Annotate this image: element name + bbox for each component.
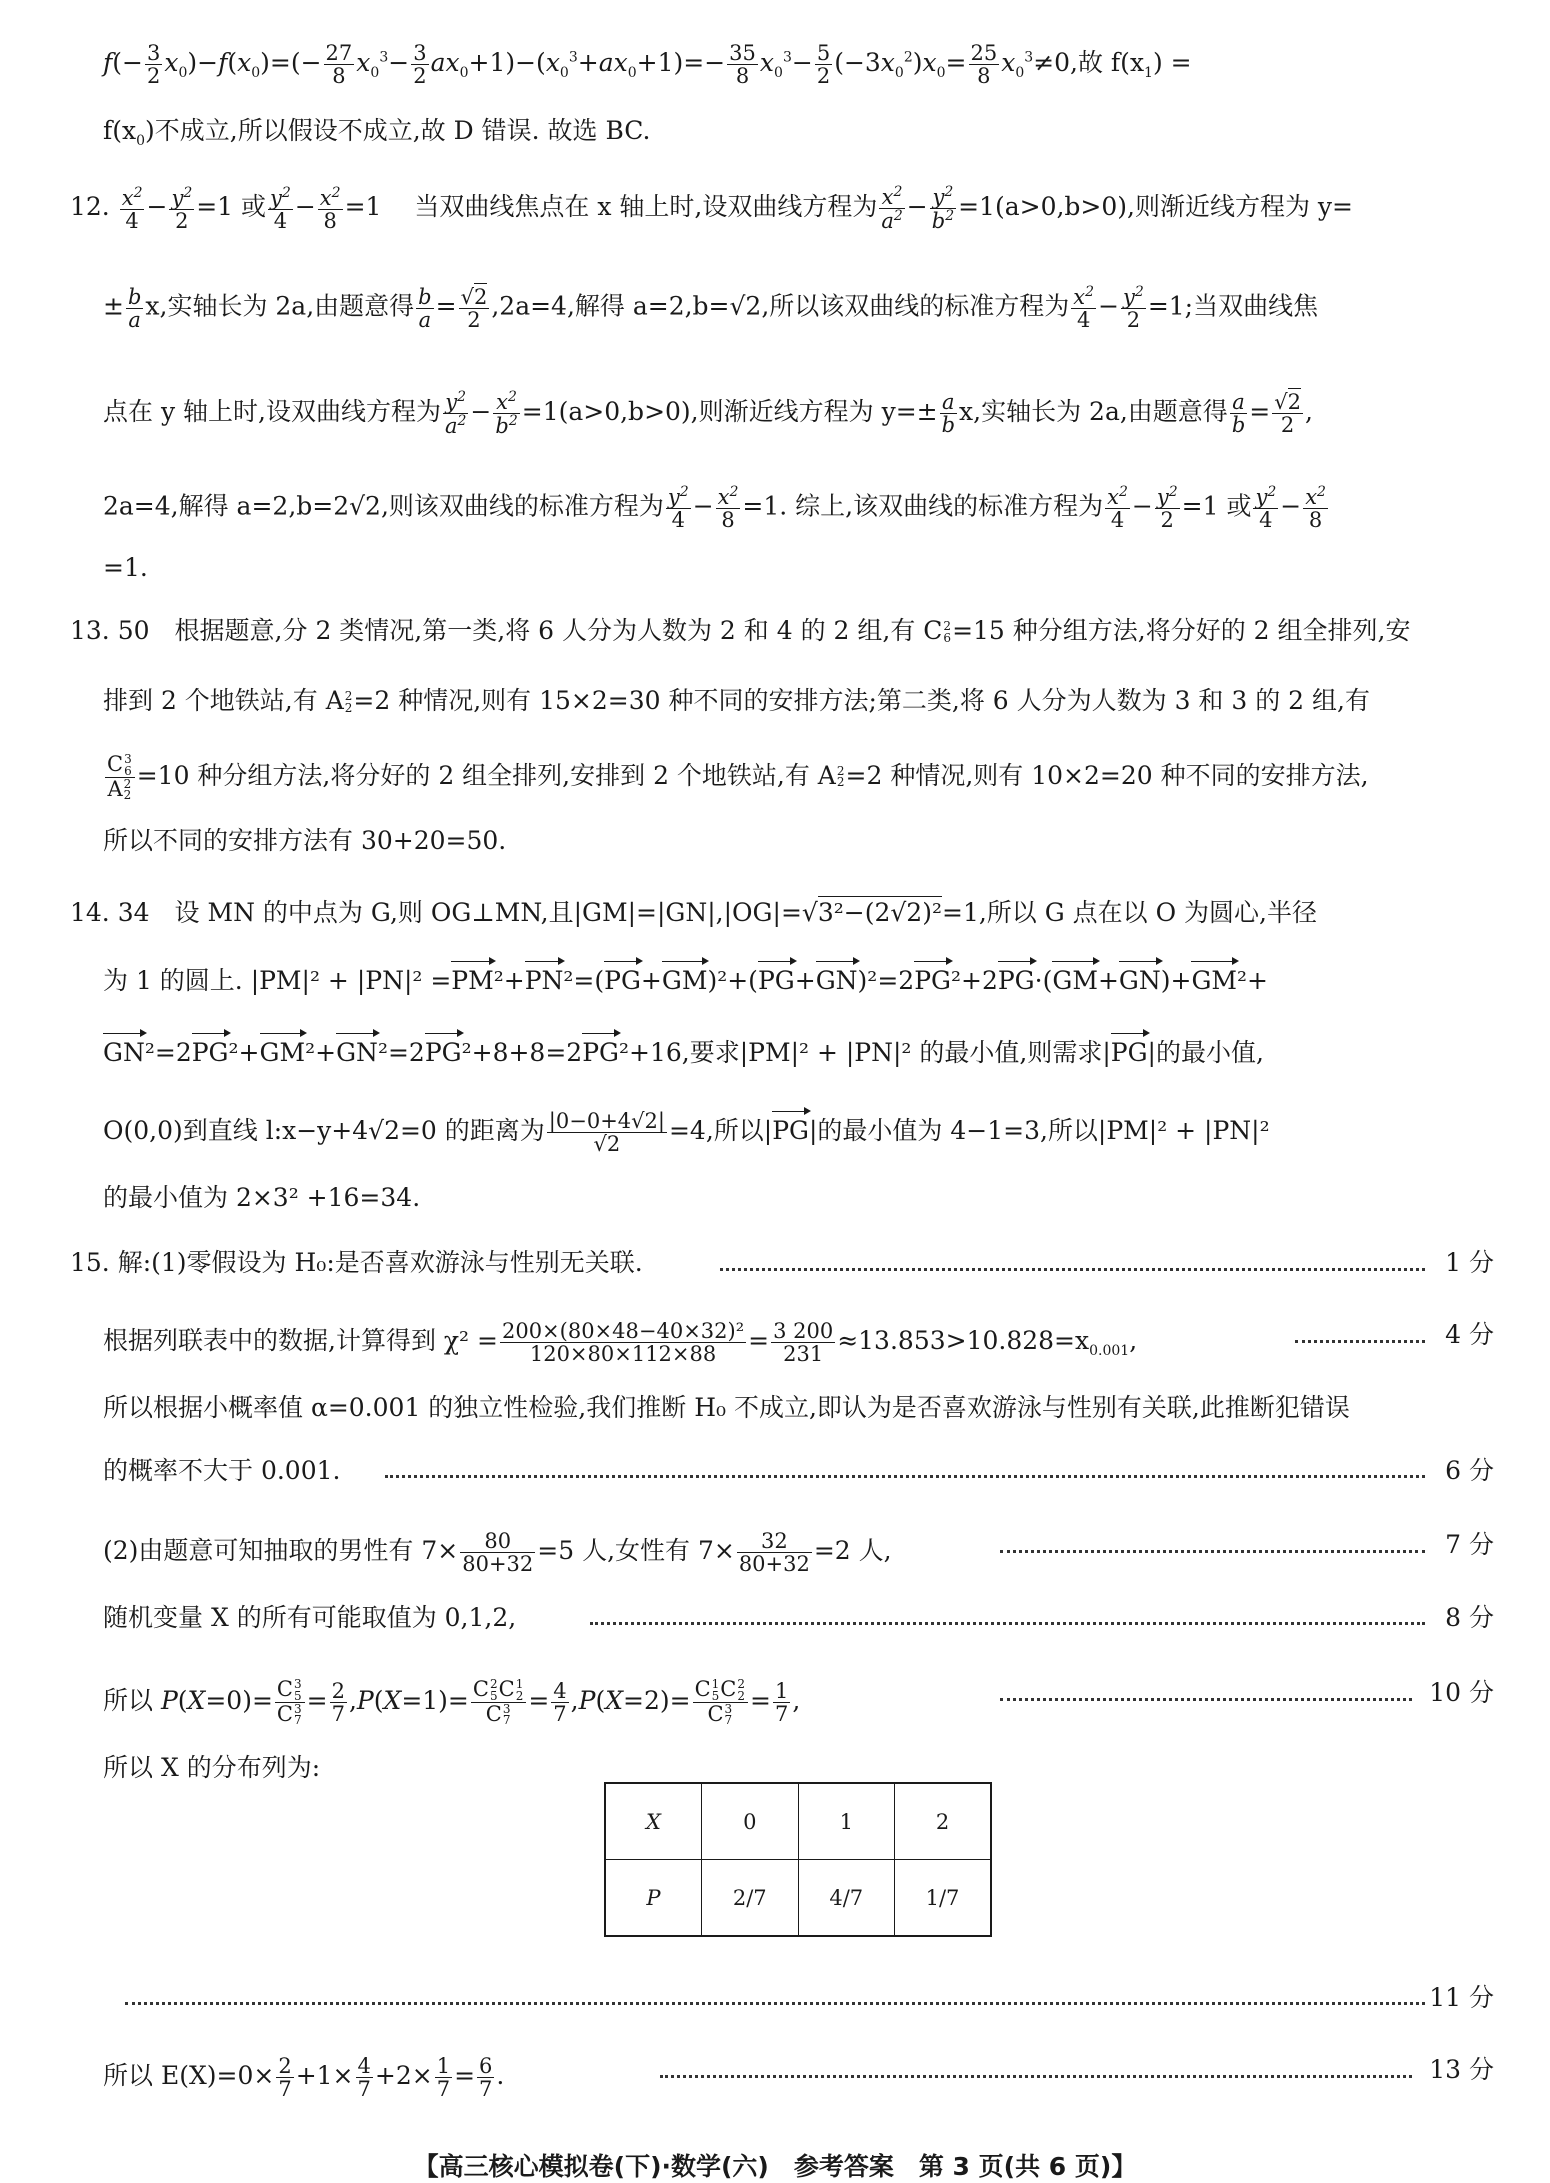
q12-line-1: 12. $\frac{x^2}{4}$ − $\frac{y^2}{2}$ =1 或 $\frac{y^2}{4}$ − $\frac{x^2}{8}$ =1 当双曲线焦点在 x 轴上时,设双曲线方程为 $\frac{x^2}{a^2}$ − $\frac{y^2}{b^2}$ =1(a>0,b>0),则渐近线方程为 y= [70, 184, 1353, 234]
score-10: 10 分 [1429, 1678, 1494, 1707]
dot-leader [125, 2002, 1425, 2005]
q15-line-3: 所以根据小概率值 α=0.001 的独立性检验,我们推断 H₀ 不成立,即认为是否喜欢游泳与性别有关联,此推断犯错误 [103, 1393, 1350, 1422]
score-4: 4 分 [1445, 1320, 1494, 1349]
score-7: 7 分 [1445, 1530, 1494, 1559]
q12-line-3: 点在 y 轴上时,设双曲线方程为 $\frac{y^2}{a^2}$ − $\frac{x^2}{b^2}$ =1(a>0,b>0),则渐近线方程为 y=± $\frac{a}{b}$ x,实轴长为 2a,由题意得 $\frac{a}{b}$ = $\frac{√2}{2}$ , [103, 389, 1313, 439]
q15-line-7: 所以 P(X=0)= C3 5 C3 7 = $\frac{2}{7}$ ,P(X=1)= C2 5C1 2 C3 7 = $\frac{4}{7}$ ,P(X=2)= C1 5C2 2 C3 7 = $\frac{1}{7}$ , [103, 1677, 801, 1728]
table-cell: 0 [702, 1783, 799, 1860]
table-cell: 1/7 [895, 1860, 992, 1937]
q15-line-5: (2)由题意可知抽取的男性有 7× $\frac{80}{80+32}$ =5 人,女性有 7× $\frac{32}{80+32}$ =2 人, [103, 1529, 892, 1577]
score-13: 13 分 [1429, 2055, 1494, 2084]
score-6: 6 分 [1445, 1456, 1494, 1485]
dot-leader [720, 1268, 1425, 1271]
score-8: 8 分 [1445, 1603, 1494, 1632]
q15-line-1: 15. 解:(1)零假设为 H₀:是否喜欢游泳与性别无关联. [70, 1248, 643, 1277]
dot-leader [1000, 1550, 1425, 1553]
dot-leader [590, 1622, 1425, 1625]
q14-line-2: 为 1 的圆上. |PM|² + |PN|² =PM²+PN²=(PG+GM)²+(PG+GN)²=2PG²+2PG·(GM+GN)+GM²+ [103, 966, 1269, 995]
q14-number: 14. 34 [70, 898, 150, 927]
dot-leader [385, 1475, 1425, 1478]
table-cell: 2 [895, 1783, 992, 1860]
table-cell: 4/7 [798, 1860, 895, 1937]
dot-leader [1295, 1340, 1425, 1343]
q13-line-1: 13. 50 根据题意,分 2 类情况,第一类,将 6 人分为人数为 2 和 4 的 2 组,有 C2 6=15 种分组方法,将分好的 2 组全排列,安 [70, 616, 1411, 645]
q12-line-4: 2a=4,解得 a=2,b=2√2,则该双曲线的标准方程为 $\frac{y^2}{4}$ − $\frac{x^2}{8}$ =1. 综上,该双曲线的标准方程为 $\frac{x^2}{4}$ − $\frac{y^2}{2}$ =1 或 $\frac{y^2}{4}$ − $\frac{x^2}{8}$ [103, 484, 1326, 533]
q15-line-2: 根据列联表中的数据,计算得到 χ² = $\frac{\text{200×(80×48−40×32)²}}{120\times 80\times 112\times 88}$ = $\frac{3 200}{231}$ $\approx 13.853>10.828=x_{0.001}$, [103, 1319, 1138, 1367]
score-11: 11 分 [1429, 1983, 1494, 2012]
table-row [605, 1860, 991, 1937]
dot-leader [1000, 1698, 1412, 1701]
table-row [605, 1783, 991, 1860]
q14-line-4: O(0,0)到直线 l:x−y+4√2=0 的距离为 $\frac{|0-0+4√2|}{√2}$ =4,所以|PG|的最小值为 4−1=3,所以|PM|² + |PN|² [103, 1109, 1270, 1157]
q12-line-5: =1. [103, 553, 148, 582]
q11-line-2: $f(x_0)$不成立,所以假设不成立,故 D 错误. 故选 BC. [103, 116, 651, 149]
q11-c: ≠0,故 f(x [1033, 48, 1145, 78]
q13-line-4: 所以不同的安排方法有 30+20=50. [103, 826, 507, 855]
q12-line-2: ± $\frac{b}{a}$ x,实轴长为 2a,由题意得 $\frac{b}{a}$ = $\frac{√2}{2}$ ,2a=4,解得 a=2,b=√2,所以该双曲线的标准方程为 $\frac{x^2}{4}$ − $\frac{y^2}{2}$ =1;当双曲线焦 [103, 284, 1319, 333]
table-cell: X [605, 1783, 702, 1860]
q15-line-6: 随机变量 X 的所有可能取值为 0,1,2, [103, 1603, 517, 1632]
q15-line-9: 所以 E(X)=0× $\frac{2}{7}$ +1× $\frac{4}{7}$ +2× $\frac{1}{7}$ = $\frac{6}{7}$ . [103, 2054, 505, 2102]
score-1: 1 分 [1445, 1248, 1494, 1277]
q14-line-5: 的最小值为 2×3² +16=34. [103, 1183, 421, 1212]
q13-line-2: 排到 2 个地铁站,有 A2 2=2 种情况,则有 15×2=30 种不同的安排方法;第二类,将 6 人分为人数为 3 和 3 的 2 组,有 [103, 686, 1370, 715]
dot-leader [660, 2075, 1412, 2078]
page-footer: 【高三核心模拟卷(下)·数学(六) 参考答案 第 3 页(共 6 页)】 [413, 2152, 1137, 2181]
q15-number: 15. 解: [70, 1248, 152, 1277]
q12-number: 12. [70, 192, 110, 222]
q14-line-1: 14. 34 设 MN 的中点为 G,则 OG⊥MN,且|GM|=|GN|,|OG|=√3²−(2√2)²=1,所以 G 点在以 O 为圆心,半径 [70, 898, 1318, 927]
table-cell: 1 [798, 1783, 895, 1860]
table-cell: 2/7 [702, 1860, 799, 1937]
q15-line-8: 所以 X 的分布列为: [103, 1753, 321, 1782]
q14-line-3: GN²=2PG²+GM²+GN²=2PG²+8+8=2PG²+16,要求|PM|² + |PN|² 的最小值,则需求|PG|的最小值, [103, 1038, 1264, 1067]
q11-line-1: f(− $\frac{3}{2}$ $x_0)-f(x_0)=(-$ $\frac{27}{8}$ $x_0^3-$ $\frac{3}{2}$ $ax_0+1)-(x_0^3+ax_0+1)=-$ $\frac{35}{8}$ $x_0^3-$ $\frac{5}{2}$ $(-3x_0^2)x_0=$ $\frac{25}{8}$ $x_0^3\ne 0$,故 $f(x_1)$ = [103, 41, 1192, 89]
distribution-table [604, 1782, 992, 1937]
table-cell: P [605, 1860, 702, 1937]
q13-line-3: C3 6 A2 2 =10 种分组方法,将分好的 2 组全排列,安排到 2 个地铁站,有 A2 2=2 种情况,则有 10×2=20 种不同的安排方法, [107, 752, 1369, 803]
q13-number: 13. 50 [70, 616, 150, 645]
q15-line-4: 的概率不大于 0.001. [103, 1456, 341, 1485]
